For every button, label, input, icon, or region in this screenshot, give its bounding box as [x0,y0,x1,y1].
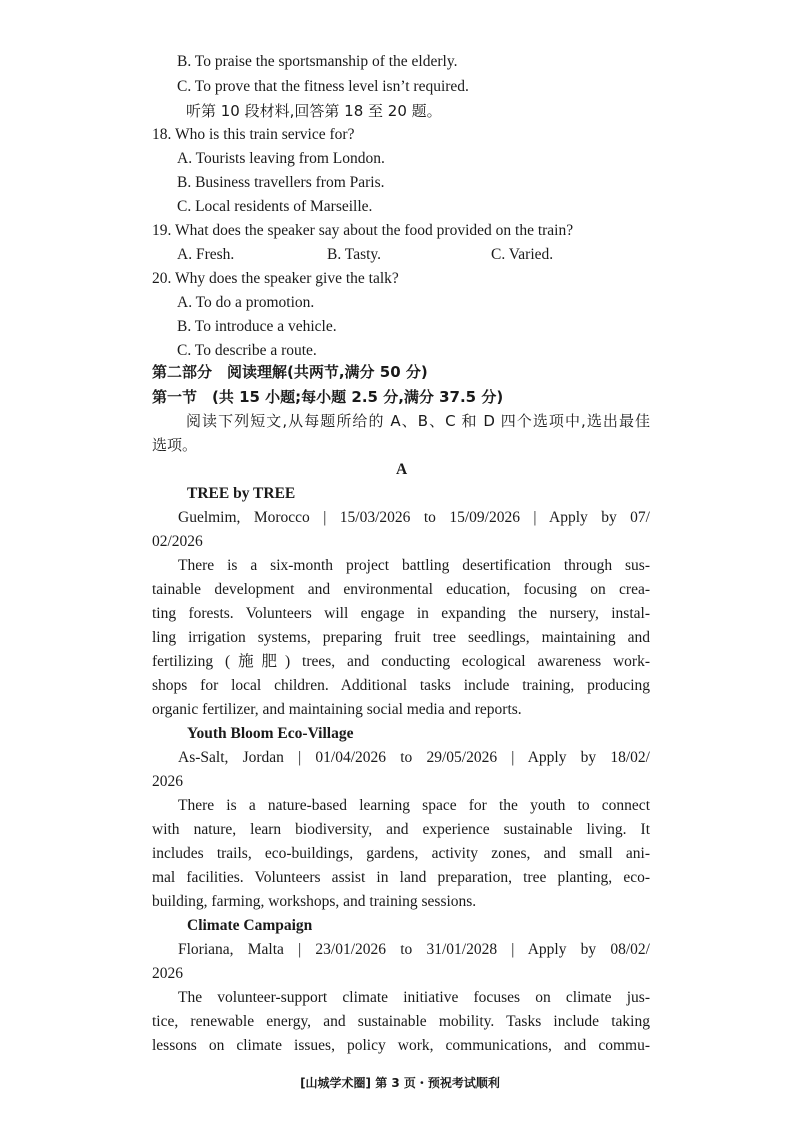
part2-heading: 第二部分 阅读理解(共两节,满分 50 分) [152,363,428,381]
page-footer: [山城学术圈] 第 3 页・预祝考试顺利 [300,1076,500,1090]
body-line: mal facilities. Volunteers assist in land preparation, tree planting, eco- [152,869,650,886]
program-title-tree-by-tree: TREE by TREE [187,485,296,502]
option-c-q18: C. Local residents of Marseille. [177,198,373,215]
option-a-q19: A. Fresh. [177,246,235,263]
body-line: with nature, learn biodiversity, and experience sustainable living. It [152,821,650,838]
option-b-q19: B. Tasty. [327,246,382,263]
body-line: fertilizing (施肥) trees, and conducting ecological awareness work- [152,653,650,670]
body-line: shops for local children. Additional tasks include training, producing [152,677,650,694]
program-title-youth-bloom: Youth Bloom Eco-Village [187,725,354,742]
body-line: tainable development and environmental education, focusing on crea- [152,581,650,598]
program-info: Floriana, Malta | 23/01/2026 to 31/01/2028 | Apply by 08/02/ [178,941,650,958]
body-line: tice, renewable energy, and sustainable mobility. Tasks include taking [152,1013,650,1030]
option-c-q19: C. Varied. [491,246,554,263]
program-info-cont: 02/2026 [152,533,203,550]
program-info: Guelmim, Morocco | 15/03/2026 to 15/09/2026 | Apply by 07/ [178,509,650,526]
program-info: As-Salt, Jordan | 01/04/2026 to 29/05/2026 | Apply by 18/02/ [178,749,650,766]
body-line: lessons on climate issues, policy work, communications, and commu- [152,1037,650,1054]
question-18: 18. Who is this train service for? [152,126,355,143]
program-title-climate-campaign: Climate Campaign [187,917,313,934]
body-line: There is a nature-based learning space for the youth to connect [178,797,650,814]
option-a-q18: A. Tourists leaving from London. [177,150,385,167]
program-info-cont: 2026 [152,773,183,790]
body-line: There is a six-month project battling desertification through sus- [178,557,650,574]
body-line: organic fertilizer, and maintaining social media and reports. [152,701,522,718]
option-c-q17: C. To prove that the fitness level isn’t required. [177,78,469,95]
option-b-q18: B. Business travellers from Paris. [177,174,385,191]
option-b-q17: B. To praise the sportsmanship of the elderly. [177,53,458,70]
option-c-q20: C. To describe a route. [177,342,317,359]
question-20: 20. Why does the speaker give the talk? [152,270,399,287]
program-info-cont: 2026 [152,965,183,982]
body-line: ting forests. Volunteers will engage in expanding the nursery, instal- [152,605,650,622]
listening-instruction: 听第 10 段材料,回答第 18 至 20 题。 [186,102,442,120]
passage-label: A [396,461,408,478]
reading-instruction: 阅读下列短文,从每题所给的 A、B、C 和 D 四个选项中,选出最佳 [186,412,650,430]
body-line: The volunteer-support climate initiative focuses on climate jus- [178,989,650,1006]
body-line: building, farming, workshops, and training sessions. [152,893,477,910]
option-a-q20: A. To do a promotion. [177,294,315,311]
body-line: includes trails, eco-buildings, gardens, activity zones, and small ani- [152,845,650,862]
reading-instruction-cont: 选项。 [152,436,198,454]
question-19: 19. What does the speaker say about the food provided on the train? [152,222,574,239]
option-b-q20: B. To introduce a vehicle. [177,318,337,335]
section1-heading: 第一节 (共 15 小题;每小题 2.5 分,满分 37.5 分) [152,388,504,406]
body-line: ling irrigation systems, preparing fruit tree seedlings, maintaining and [152,629,650,646]
